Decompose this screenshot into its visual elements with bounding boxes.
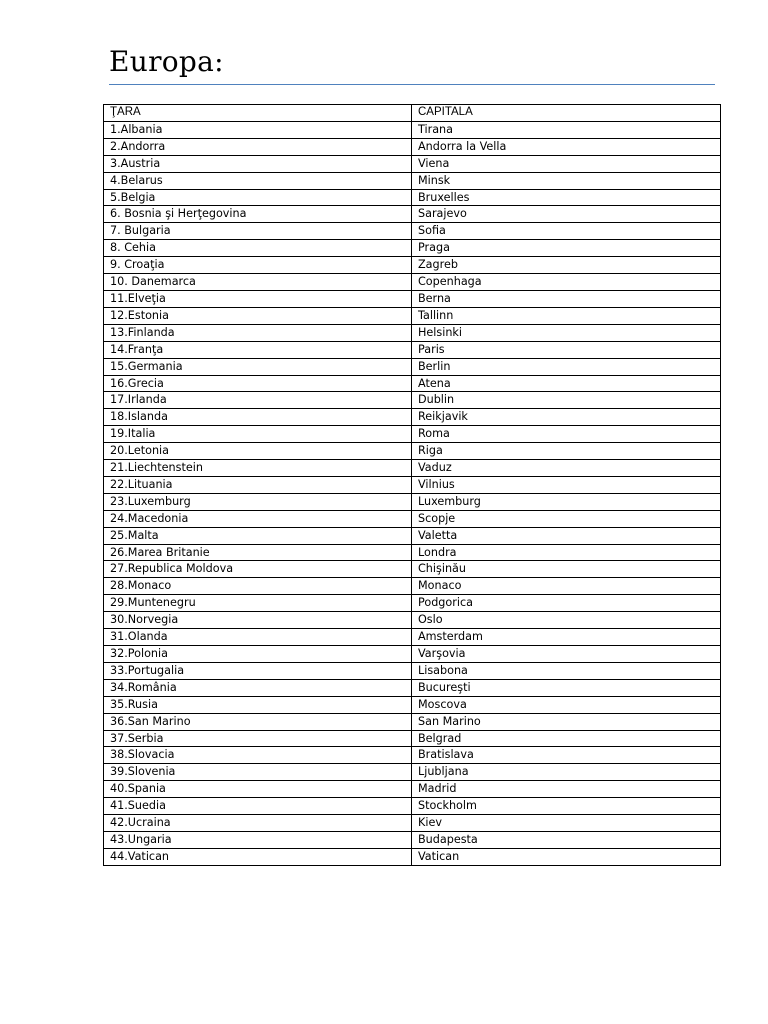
table-row [104, 662, 721, 679]
capital-cell: Madrid [412, 781, 721, 798]
page-title: Europa: [109, 45, 224, 78]
table-row [104, 189, 721, 206]
capital-cell: Vatican [412, 848, 721, 865]
table-row [104, 578, 721, 595]
capital-cell: Copenhaga [412, 274, 721, 291]
country-cell: 35.Rusia [104, 696, 412, 713]
table-row [104, 223, 721, 240]
country-cell: 7. Bulgaria [104, 223, 412, 240]
capital-cell: Helsinki [412, 324, 721, 341]
capital-cell: Stockholm [412, 798, 721, 815]
country-cell: 43.Ungaria [104, 831, 412, 848]
country-cell: 27.Republica Moldova [104, 561, 412, 578]
country-cell: 39.Slovenia [104, 764, 412, 781]
table-row [104, 324, 721, 341]
capital-cell: Andorra la Vella [412, 138, 721, 155]
capital-cell: San Marino [412, 713, 721, 730]
table-row [104, 358, 721, 375]
country-cell: 10. Danemarca [104, 274, 412, 291]
country-cell: 32.Polonia [104, 646, 412, 663]
table-row [104, 646, 721, 663]
country-cell: 12.Estonia [104, 307, 412, 324]
table-row [104, 730, 721, 747]
country-cell: 33.Portugalia [104, 662, 412, 679]
table-row [104, 510, 721, 527]
capital-cell: Sarajevo [412, 206, 721, 223]
country-cell: 29.Muntenegru [104, 595, 412, 612]
capital-cell: Paris [412, 341, 721, 358]
country-cell: 13.Finlanda [104, 324, 412, 341]
country-cell: 19.Italia [104, 426, 412, 443]
table-row [104, 443, 721, 460]
capital-cell: Vaduz [412, 460, 721, 477]
capital-cell: Belgrad [412, 730, 721, 747]
capital-cell: Valetta [412, 527, 721, 544]
table-row [104, 155, 721, 172]
title-underline [109, 84, 715, 85]
table-row [104, 798, 721, 815]
country-cell: 26.Marea Britanie [104, 544, 412, 561]
capital-cell: Roma [412, 426, 721, 443]
table-row [104, 375, 721, 392]
capital-cell: Varşovia [412, 646, 721, 663]
table-row [104, 274, 721, 291]
country-cell: 36.San Marino [104, 713, 412, 730]
table-row [104, 341, 721, 358]
capital-cell: Atena [412, 375, 721, 392]
capital-cell: Amsterdam [412, 629, 721, 646]
table-body [104, 105, 721, 866]
capital-cell: Kiev [412, 815, 721, 832]
country-cell: 28.Monaco [104, 578, 412, 595]
table-row [104, 240, 721, 257]
table-row [104, 595, 721, 612]
table-row [104, 493, 721, 510]
capital-cell: Lisabona [412, 662, 721, 679]
country-cell: 14.Franţa [104, 341, 412, 358]
table-row [104, 307, 721, 324]
country-cell: 34.România [104, 679, 412, 696]
capital-cell: Berna [412, 290, 721, 307]
capital-cell: Viena [412, 155, 721, 172]
table-row [104, 172, 721, 189]
country-cell: 5.Belgia [104, 189, 412, 206]
country-cell: 20.Letonia [104, 443, 412, 460]
country-cell: 8. Cehia [104, 240, 412, 257]
country-cell: 37.Serbia [104, 730, 412, 747]
capital-cell: Bratislava [412, 747, 721, 764]
country-cell: 3.Austria [104, 155, 412, 172]
table-row [104, 426, 721, 443]
table-row [104, 206, 721, 223]
table-row [104, 460, 721, 477]
table-row [104, 257, 721, 274]
country-cell: 25.Malta [104, 527, 412, 544]
capital-cell: Podgorica [412, 595, 721, 612]
capital-cell: Monaco [412, 578, 721, 595]
capital-cell: Luxemburg [412, 493, 721, 510]
table-row [104, 409, 721, 426]
table-row [104, 612, 721, 629]
table-row [104, 290, 721, 307]
country-cell: 11.Elveţia [104, 290, 412, 307]
country-cell: 1.Albania [104, 121, 412, 138]
capital-cell: Tallinn [412, 307, 721, 324]
capital-cell: Bucureşti [412, 679, 721, 696]
table-row [104, 679, 721, 696]
country-cell: 40.Spania [104, 781, 412, 798]
header-country: ŢARA [104, 105, 412, 122]
table-row [104, 815, 721, 832]
capital-cell: Scopje [412, 510, 721, 527]
country-cell: 4.Belarus [104, 172, 412, 189]
capital-cell: Dublin [412, 392, 721, 409]
table-header-row [104, 105, 721, 122]
country-cell: 22.Lituania [104, 476, 412, 493]
country-cell: 38.Slovacia [104, 747, 412, 764]
country-cell: 16.Grecia [104, 375, 412, 392]
capitals-table [103, 104, 721, 866]
capital-cell: Vilnius [412, 476, 721, 493]
table-row [104, 831, 721, 848]
table-row [104, 544, 721, 561]
country-cell: 21.Liechtenstein [104, 460, 412, 477]
capital-cell: Chişinău [412, 561, 721, 578]
capital-cell: Minsk [412, 172, 721, 189]
capital-cell: Riga [412, 443, 721, 460]
capital-cell: Londra [412, 544, 721, 561]
capital-cell: Tirana [412, 121, 721, 138]
table-row [104, 561, 721, 578]
country-cell: 44.Vatican [104, 848, 412, 865]
table-row [104, 138, 721, 155]
table-row [104, 747, 721, 764]
capital-cell: Reikjavik [412, 409, 721, 426]
country-cell: 31.Olanda [104, 629, 412, 646]
capital-cell: Sofia [412, 223, 721, 240]
country-cell: 23.Luxemburg [104, 493, 412, 510]
table-row [104, 713, 721, 730]
country-cell: 9. Croaţia [104, 257, 412, 274]
table-row [104, 392, 721, 409]
table-row [104, 848, 721, 865]
country-cell: 2.Andorra [104, 138, 412, 155]
capital-cell: Bruxelles [412, 189, 721, 206]
capital-cell: Praga [412, 240, 721, 257]
table-row [104, 781, 721, 798]
country-cell: 6. Bosnia şi Herţegovina [104, 206, 412, 223]
capital-cell: Oslo [412, 612, 721, 629]
country-cell: 17.Irlanda [104, 392, 412, 409]
table-row [104, 696, 721, 713]
table-row [104, 476, 721, 493]
table-row [104, 764, 721, 781]
table-row [104, 527, 721, 544]
table-row [104, 629, 721, 646]
capital-cell: Berlin [412, 358, 721, 375]
capital-cell: Moscova [412, 696, 721, 713]
country-cell: 41.Suedia [104, 798, 412, 815]
country-cell: 18.Islanda [104, 409, 412, 426]
header-capital: CAPITALA [412, 105, 721, 122]
capital-cell: Budapesta [412, 831, 721, 848]
country-cell: 42.Ucraina [104, 815, 412, 832]
country-cell: 15.Germania [104, 358, 412, 375]
country-cell: 24.Macedonia [104, 510, 412, 527]
capital-cell: Ljubljana [412, 764, 721, 781]
table-row [104, 121, 721, 138]
capital-cell: Zagreb [412, 257, 721, 274]
country-cell: 30.Norvegia [104, 612, 412, 629]
